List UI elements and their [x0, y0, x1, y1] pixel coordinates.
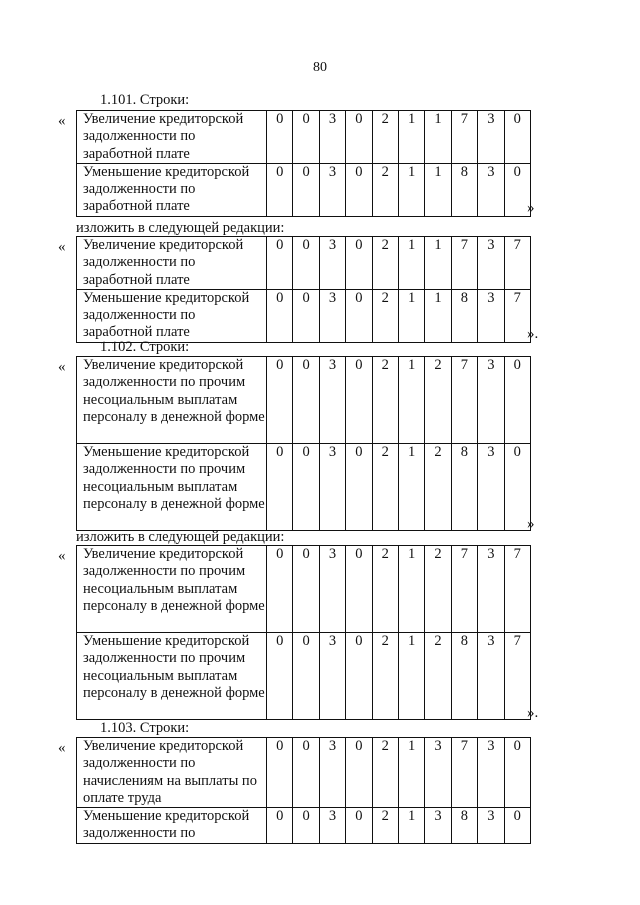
table-row [77, 163, 531, 216]
code-digit-cell: 7 [451, 357, 477, 444]
code-digit-cell: 1 [398, 111, 424, 164]
code-digit-cell: 0 [346, 163, 372, 216]
code-digit-cell: 1 [398, 546, 424, 633]
row-name-cell: Увеличение кредиторской задолженности по прочим несоциальным выплатам персоналу в денежной форме [77, 546, 267, 633]
code-digit-cell: 1 [425, 163, 451, 216]
code-digit-cell: 3 [478, 738, 504, 808]
code-digit-cell: 0 [346, 289, 372, 342]
row-name-cell: Уменьшение кредиторской задолженности по прочим несоциальным выплатам персоналу в денежной форме [77, 444, 267, 531]
code-digit-cell: 1 [425, 237, 451, 290]
code-digit-cell: 2 [425, 444, 451, 531]
code-digit-cell: 0 [504, 444, 530, 531]
table-row [77, 237, 531, 290]
table-row [77, 289, 531, 342]
code-digit-cell: 0 [267, 357, 293, 444]
code-digit-cell: 0 [346, 808, 372, 844]
table-row [77, 357, 531, 444]
opening-quote: « [58, 548, 66, 564]
code-digit-cell: 2 [372, 289, 398, 342]
code-digit-cell: 0 [293, 111, 319, 164]
row-name-cell: Увеличение кредиторской задолженности по прочим несоциальным выплатам персоналу в денежной форме [77, 357, 267, 444]
code-digit-cell: 3 [478, 808, 504, 844]
code-digit-cell: 0 [293, 289, 319, 342]
code-digit-cell: 3 [319, 111, 345, 164]
code-digit-cell: 3 [425, 808, 451, 844]
table-row [77, 546, 531, 633]
code-digit-cell: 0 [346, 111, 372, 164]
code-digit-cell: 2 [425, 633, 451, 720]
code-digit-cell: 3 [425, 738, 451, 808]
section-label: 1.103. Строки: [100, 720, 190, 736]
instruction-text: изложить в следующей редакции: [76, 220, 285, 236]
code-digit-cell: 0 [267, 633, 293, 720]
code-table [76, 356, 531, 531]
code-digit-cell: 0 [293, 163, 319, 216]
opening-quote: « [58, 113, 66, 129]
code-digit-cell: 1 [398, 444, 424, 531]
code-digit-cell: 2 [425, 546, 451, 633]
code-digit-cell: 1 [398, 633, 424, 720]
code-digit-cell: 7 [504, 289, 530, 342]
code-digit-cell: 8 [451, 808, 477, 844]
code-digit-cell: 0 [504, 111, 530, 164]
code-digit-cell: 2 [425, 357, 451, 444]
code-digit-cell: 0 [346, 633, 372, 720]
section-label: 1.102. Строки: [100, 339, 190, 355]
row-name-cell: Уменьшение кредиторской задолженности по заработной плате [77, 289, 267, 342]
code-digit-cell: 0 [293, 633, 319, 720]
code-digit-cell: 1 [398, 357, 424, 444]
code-digit-cell: 0 [504, 808, 530, 844]
code-digit-cell: 0 [504, 163, 530, 216]
code-digit-cell: 0 [267, 163, 293, 216]
code-digit-cell: 3 [319, 546, 345, 633]
code-digit-cell: 7 [451, 237, 477, 290]
code-digit-cell: 7 [451, 111, 477, 164]
code-digit-cell: 0 [293, 444, 319, 531]
instruction-text: изложить в следующей редакции: [76, 529, 285, 545]
code-digit-cell: 3 [478, 163, 504, 216]
code-digit-cell: 0 [293, 738, 319, 808]
code-digit-cell: 0 [267, 546, 293, 633]
code-table [76, 545, 531, 720]
code-digit-cell: 0 [346, 444, 372, 531]
code-digit-cell: 0 [293, 546, 319, 633]
code-digit-cell: 0 [267, 808, 293, 844]
code-digit-cell: 3 [478, 289, 504, 342]
closing-quote: » [527, 200, 535, 216]
page-number: 80 [313, 60, 327, 75]
code-digit-cell: 0 [267, 444, 293, 531]
code-digit-cell: 8 [451, 289, 477, 342]
code-digit-cell: 3 [478, 357, 504, 444]
code-digit-cell: 3 [319, 738, 345, 808]
code-digit-cell: 3 [319, 357, 345, 444]
code-digit-cell: 0 [293, 808, 319, 844]
table-row [77, 738, 531, 808]
code-digit-cell: 0 [504, 357, 530, 444]
closing-quote: ». [527, 705, 539, 721]
closing-quote: » [527, 516, 535, 532]
row-name-cell: Увеличение кредиторской задолженности по начислениям на выплаты по оплате труда [77, 738, 267, 808]
code-digit-cell: 1 [398, 808, 424, 844]
row-name-cell: Уменьшение кредиторской задолженности по [77, 808, 267, 844]
code-digit-cell: 0 [293, 237, 319, 290]
table-row [77, 808, 531, 844]
code-digit-cell: 3 [478, 633, 504, 720]
code-digit-cell: 1 [425, 289, 451, 342]
code-digit-cell: 0 [346, 357, 372, 444]
code-digit-cell: 2 [372, 444, 398, 531]
code-digit-cell: 7 [451, 738, 477, 808]
code-digit-cell: 3 [319, 163, 345, 216]
opening-quote: « [58, 239, 66, 255]
code-digit-cell: 3 [319, 444, 345, 531]
code-digit-cell: 1 [425, 111, 451, 164]
code-digit-cell: 2 [372, 738, 398, 808]
code-digit-cell: 2 [372, 237, 398, 290]
code-digit-cell: 7 [451, 546, 477, 633]
code-digit-cell: 0 [346, 546, 372, 633]
code-digit-cell: 2 [372, 357, 398, 444]
code-digit-cell: 2 [372, 808, 398, 844]
code-digit-cell: 1 [398, 237, 424, 290]
code-digit-cell: 3 [319, 237, 345, 290]
table-row [77, 633, 531, 720]
table-row [77, 444, 531, 531]
row-name-cell: Увеличение кредиторской задолженности по заработной плате [77, 237, 267, 290]
code-digit-cell: 3 [319, 808, 345, 844]
section-label: 1.101. Строки: [100, 92, 190, 108]
code-digit-cell: 7 [504, 237, 530, 290]
code-digit-cell: 3 [319, 289, 345, 342]
row-name-cell: Уменьшение кредиторской задолженности по прочим несоциальным выплатам персоналу в денежной форме [77, 633, 267, 720]
code-digit-cell: 1 [398, 163, 424, 216]
code-digit-cell: 2 [372, 546, 398, 633]
code-digit-cell: 8 [451, 444, 477, 531]
code-digit-cell: 3 [478, 237, 504, 290]
table-row [77, 111, 531, 164]
code-digit-cell: 0 [267, 237, 293, 290]
code-digit-cell: 1 [398, 738, 424, 808]
code-digit-cell: 2 [372, 163, 398, 216]
opening-quote: « [58, 740, 66, 756]
code-digit-cell: 0 [267, 289, 293, 342]
closing-quote: ». [527, 326, 539, 342]
code-digit-cell: 0 [267, 111, 293, 164]
code-digit-cell: 7 [504, 633, 530, 720]
code-digit-cell: 1 [398, 289, 424, 342]
code-digit-cell: 2 [372, 111, 398, 164]
code-digit-cell: 7 [504, 546, 530, 633]
code-digit-cell: 3 [478, 444, 504, 531]
row-name-cell: Увеличение кредиторской задолженности по заработной плате [77, 111, 267, 164]
code-digit-cell: 3 [319, 633, 345, 720]
code-digit-cell: 8 [451, 163, 477, 216]
code-digit-cell: 3 [478, 546, 504, 633]
code-table [76, 236, 531, 343]
row-name-cell: Уменьшение кредиторской задолженности по заработной плате [77, 163, 267, 216]
code-digit-cell: 0 [504, 738, 530, 808]
code-table [76, 737, 531, 844]
opening-quote: « [58, 359, 66, 375]
code-digit-cell: 0 [293, 357, 319, 444]
code-digit-cell: 0 [346, 738, 372, 808]
code-table [76, 110, 531, 217]
code-digit-cell: 0 [267, 738, 293, 808]
code-digit-cell: 0 [346, 237, 372, 290]
code-digit-cell: 8 [451, 633, 477, 720]
code-digit-cell: 2 [372, 633, 398, 720]
code-digit-cell: 3 [478, 111, 504, 164]
